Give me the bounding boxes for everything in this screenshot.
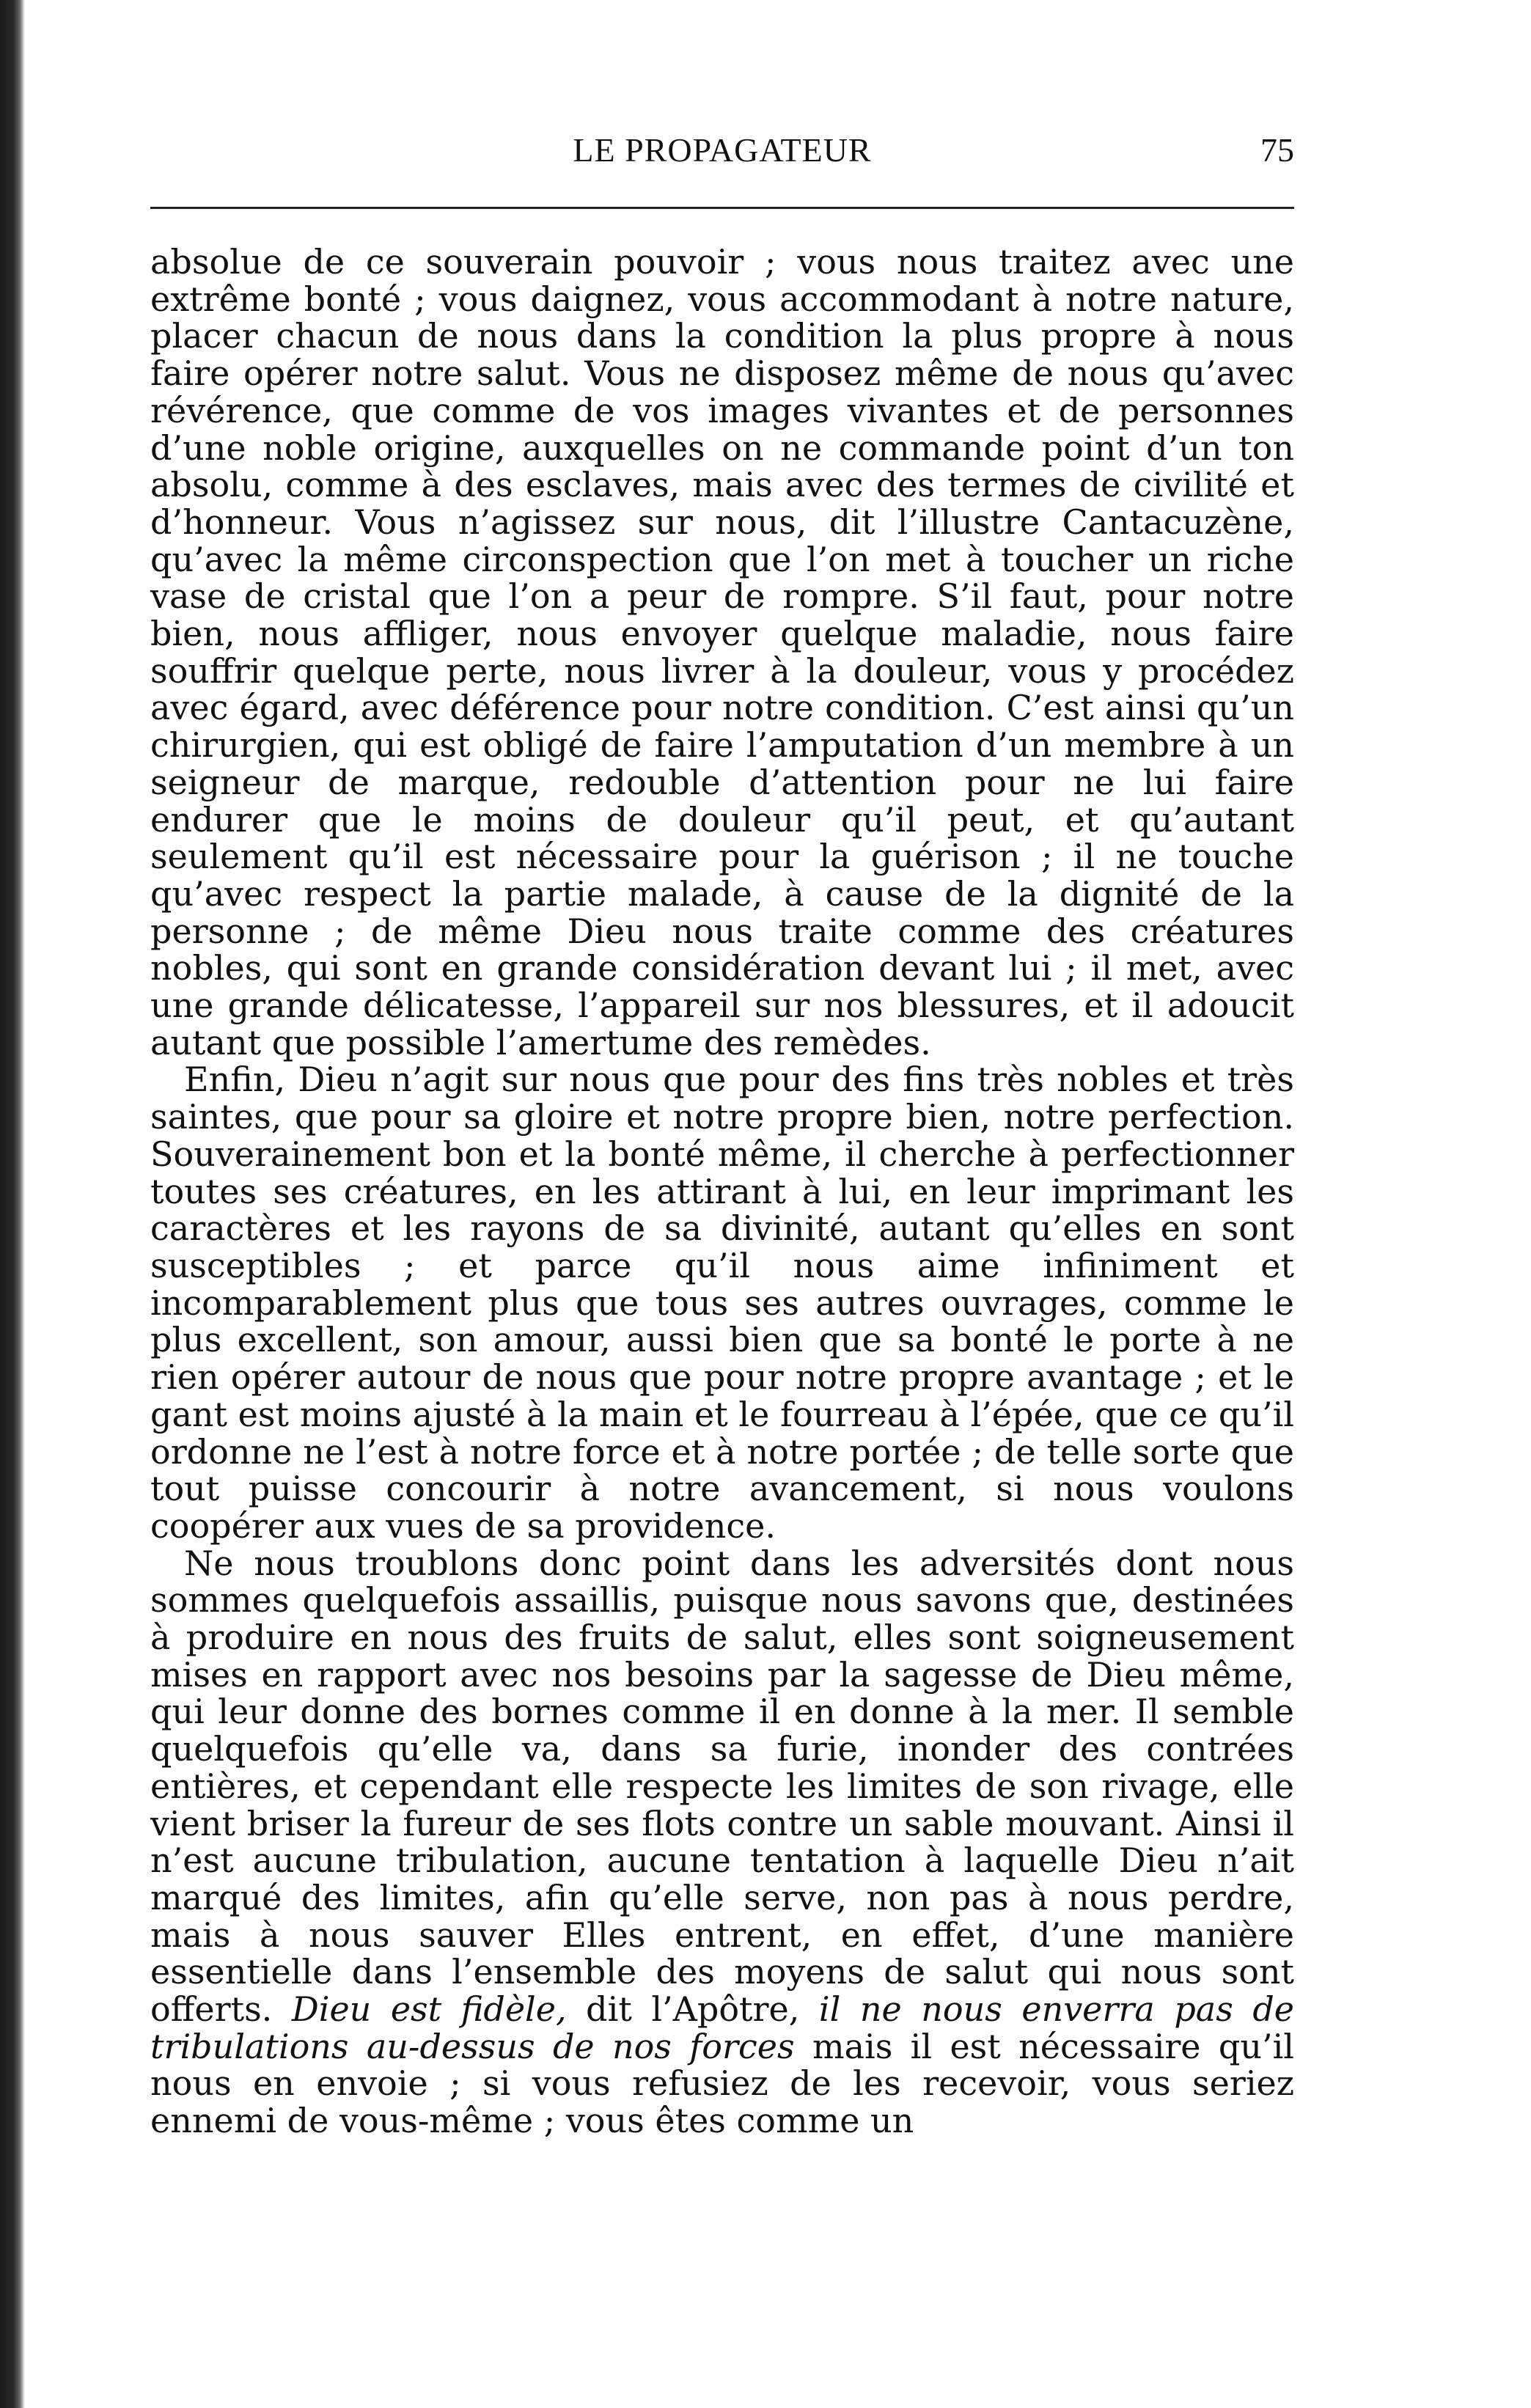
- scripture-quote-2: il ne nous enverra pas de tribulations au-dessus de nos forces: [150, 1989, 1295, 2066]
- paragraph-3-text-mid: dit l’Apôtre,: [586, 1989, 800, 2030]
- paragraph-2: Enfin, Dieu n’agit sur nous que pour des fins très nobles et très saintes, que pour sa gloire et notre propre bien, notre perfection. Souverainement bon et la bonté même, il cherche à perfectionner toutes ses créatures, en les attirant à lui, en leur imprimant les caractères et les rayons de sa divinité, autant qu’elles en sont susceptibles ; et parce qu’il nous aime infiniment et incomparablement plus que tous ses autres ouvrages, comme le plus excellent, son amour, aussi bien que sa bonté le porte à ne rien opérer autour de nous que pour notre propre avantage ; et le gant est moins ajusté à la main et le fourreau à l’épée, que ce qu’il ordonne ne l’est à notre force et à notre portée ; de telle sorte que tout puisse concourir à notre avancement, si nous voulons coopérer aux vues de sa providence.: [150, 1060, 1294, 1546]
- paragraph-3: [150, 1545, 1294, 2140]
- paragraph-3-text-end: mais il est nécessaire qu’il nous en envoie ; si vous refusiez de les recevoir, vous seriez ennemi de vous-même ; vous êtes comme un: [150, 2026, 1295, 2141]
- page-header: [150, 125, 1294, 176]
- paragraph-3-text-start: Ne nous troublons donc point dans les adversités dont nous sommes quelquefois assaillis, puisque nous savons que, destinées à produire en nous des fruits de salut, elles sont soigneusement mises en rapport avec nos besoins par la sagesse de Dieu même, qui leur donne des bornes comme il en donne à la mer. Il semble quelquefois qu’elle va, dans sa furie, inonder des contrées entières, et cependant elle respecte les limites de son rivage, elle vient briser la fureur de ses flots contre un sable mouvant. Ainsi il n’est aucune tribulation, aucune tentation à laquelle Dieu n’ait marqué des limites, afin qu’elle serve, non pas à nous perdre, mais à nous sauver Elles entrent, en effet, d’une manière essentielle dans l’ensemble des moyens de salut qui nous sont offerts.: [150, 1543, 1294, 2030]
- header-rule: [150, 207, 1294, 209]
- scripture-quote-1: Dieu est fidèle,: [291, 1989, 567, 2030]
- running-title: LE PROPAGATEUR: [573, 131, 872, 169]
- page-number: 75: [1260, 131, 1294, 169]
- book-page: [150, 125, 1295, 2141]
- book-binding-edge: [0, 0, 25, 2408]
- paragraph-1: absolue de ce souverain pouvoir ; vous nous traitez avec une extrême bonté ; vous daignez, vous accommodant à notre nature, placer chacun de nous dans la condition la plus propre à nous faire opérer notre salut. Vous ne disposez même de nous qu’avec révérence, que comme de vos images vivantes et de personnes d’une noble origine, auxquelles on ne commande point d’un ton absolu, comme à des esclaves, mais avec des termes de civilité et d’honneur. Vous n’agissez sur nous, dit l’illustre Cantacuzène, qu’avec la même circonspection que l’on met à toucher un riche vase de cristal que l’on a peur de rompre. S’il faut, pour notre bien, nous affliger, nous envoyer quelque maladie, nous faire souffrir quelque perte, nous livrer à la douleur, vous y procédez avec égard, avec déférence pour notre condition. C’est ainsi qu’un chirurgien, qui est obligé de faire l’amputation d’un membre à un seigneur de marque, redouble d’attention pour ne lui faire endurer que le moins de douleur qu’il peut, et qu’autant seulement qu’il est nécessaire pour la guérison ; il ne touche qu’avec respect la partie malade, à cause de la dignité de la personne ; de même Dieu nous traite comme des créatures nobles, qui sont en grande considération devant lui ; il met, avec une grande délicatesse, l’appareil sur nos blessures, et il adoucit autant que possible l’amertume des remèdes.: [150, 242, 1294, 1062]
- body-text: [150, 243, 1294, 2140]
